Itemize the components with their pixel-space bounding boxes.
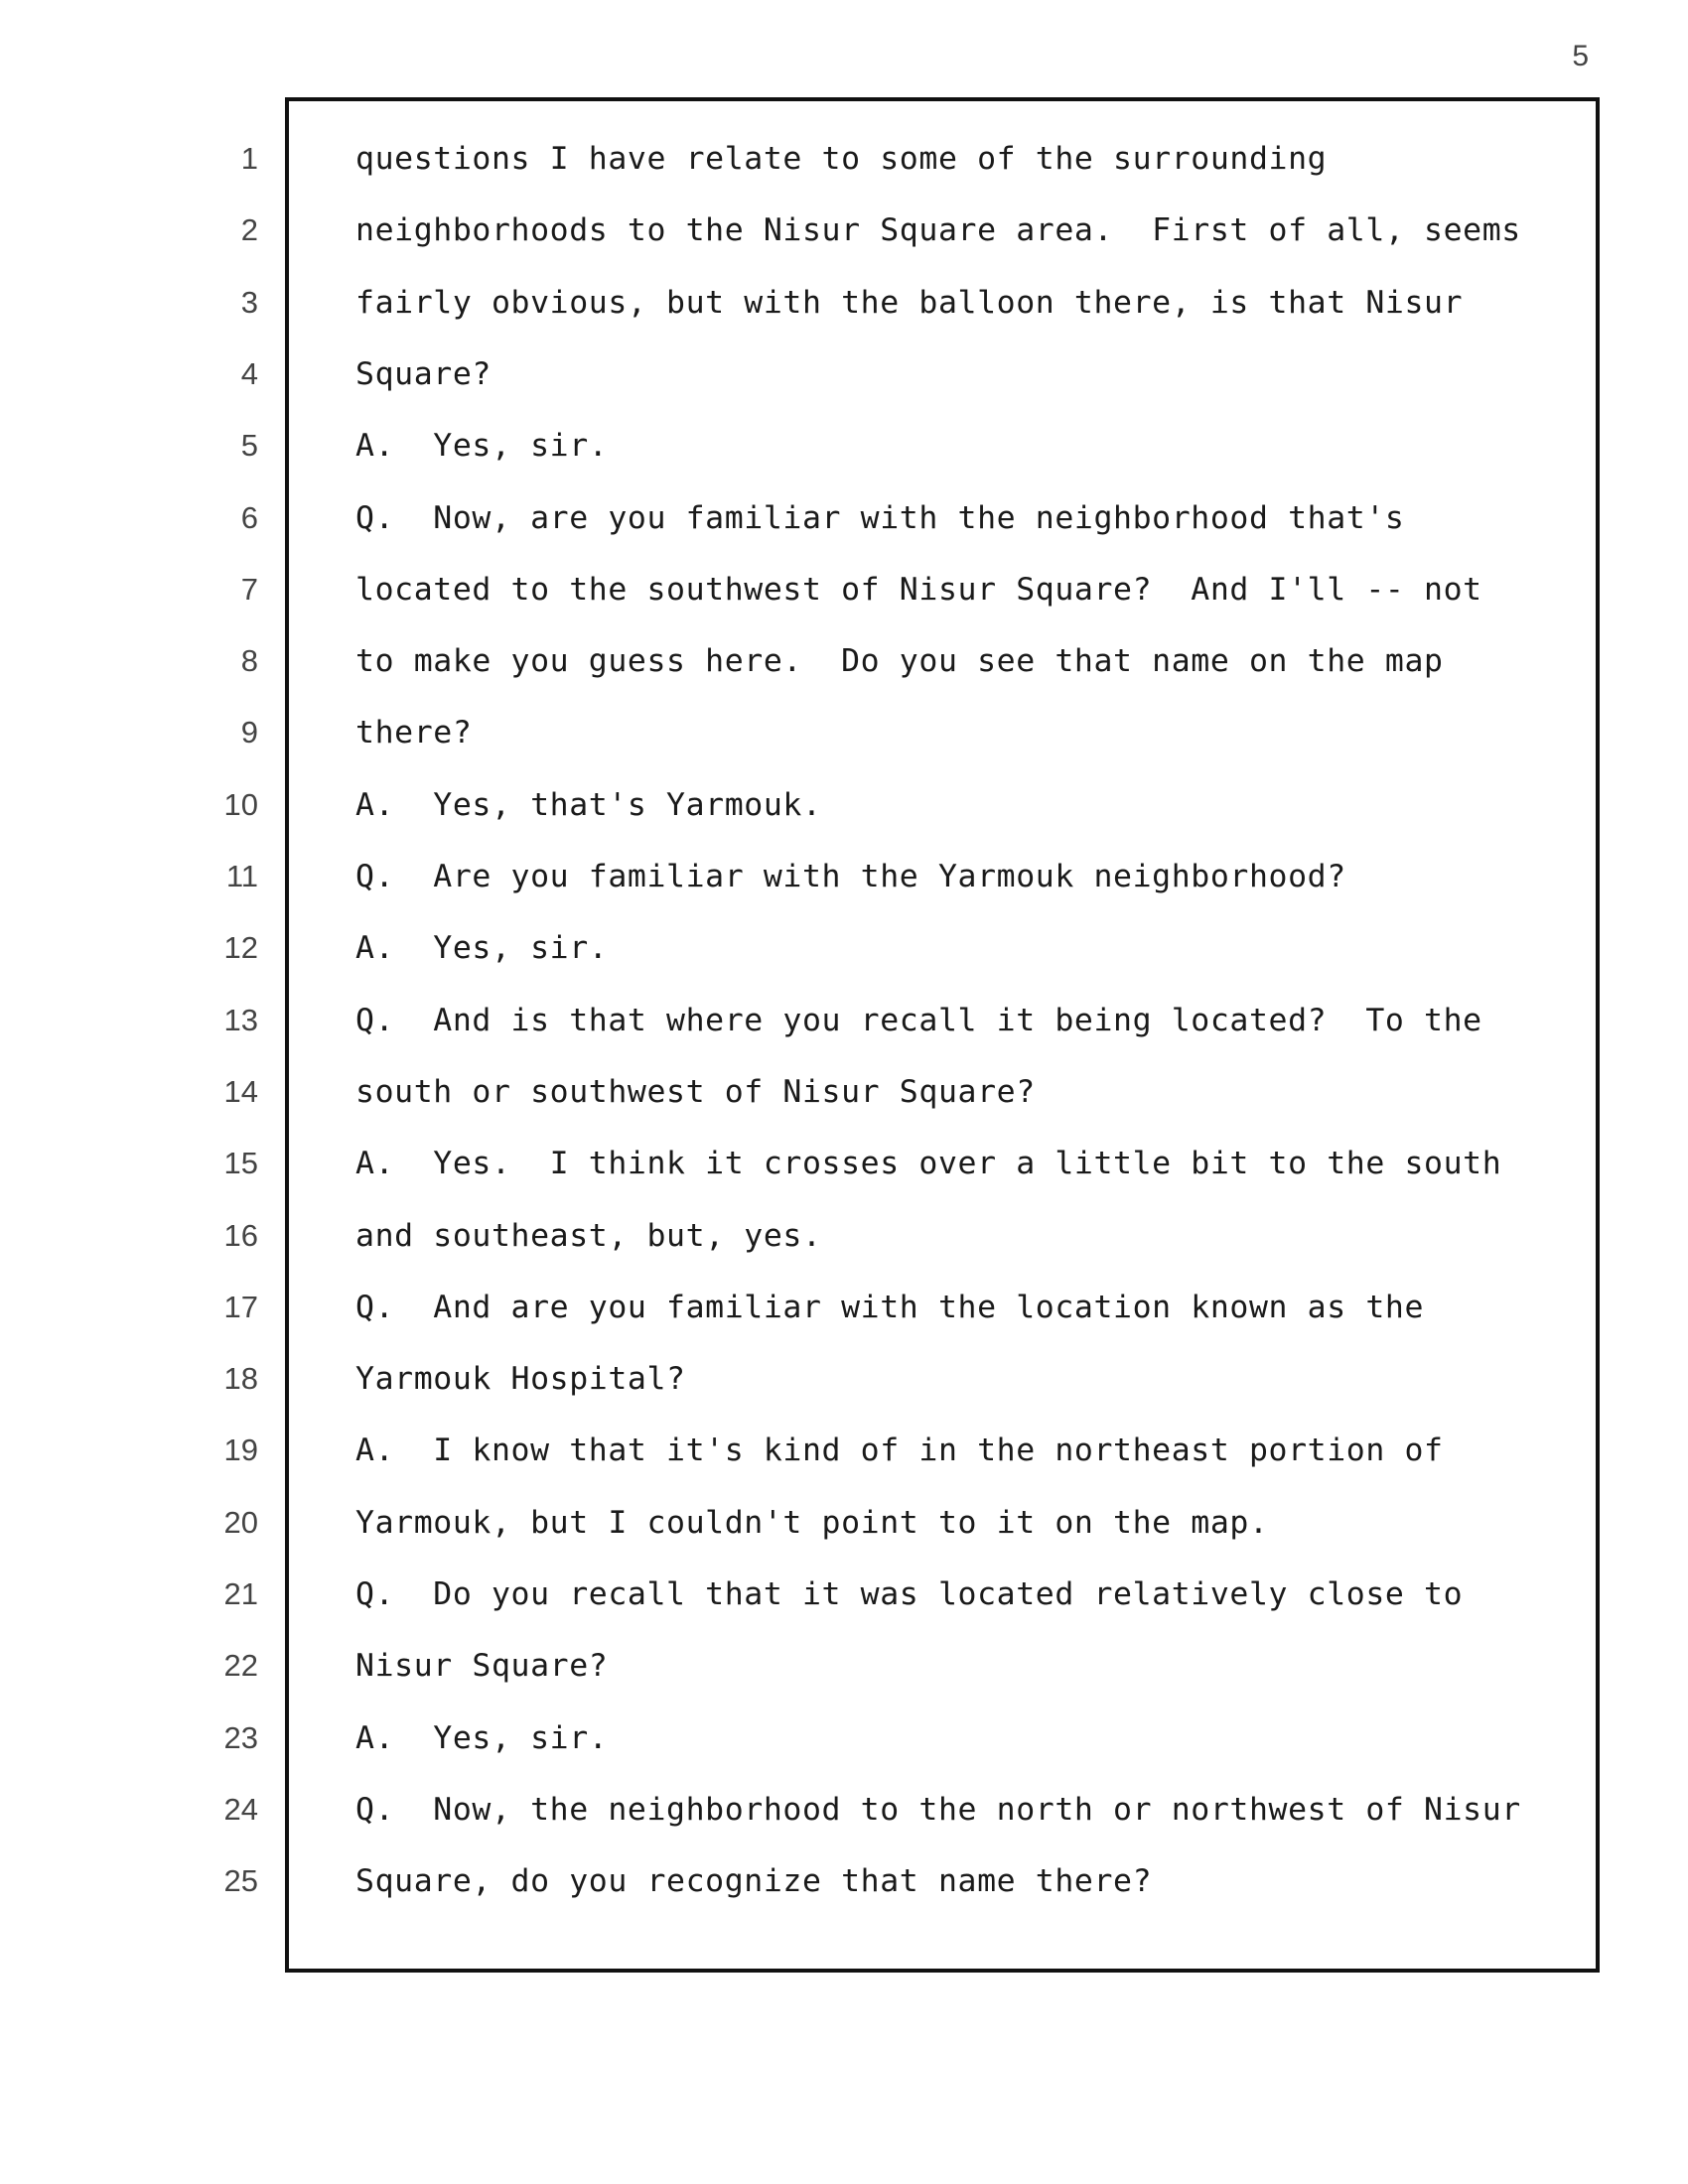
transcript-line: fairly obvious, but with the balloon there, is that Nisur [355, 284, 1464, 321]
line-number: 8 [240, 643, 258, 679]
transcript-line: Nisur Square? [355, 1648, 609, 1685]
line-number: 24 [223, 1791, 258, 1827]
line-number: 7 [240, 571, 258, 607]
page-number: 5 [1572, 40, 1589, 72]
transcript-line: Square? [355, 355, 492, 392]
line-number: 18 [223, 1361, 258, 1397]
transcript-line: Yarmouk, but I couldn't point to it on the map. [355, 1504, 1269, 1541]
line-number: 11 [225, 859, 258, 893]
line-number: 15 [223, 1146, 258, 1181]
line-number: 6 [240, 499, 258, 535]
transcript-line: A. Yes, that's Yarmouk. [355, 786, 822, 823]
line-number: 3 [240, 284, 258, 320]
transcript-line: A. Yes. I think it crosses over a little bit to the south [355, 1146, 1502, 1182]
line-number: 14 [223, 1073, 258, 1109]
transcript-line: Q. Do you recall that it was located relatively close to [355, 1576, 1464, 1612]
transcript-line: A. Yes, sir. [355, 930, 609, 967]
line-number: 9 [240, 715, 258, 751]
transcript-line: Square, do you recognize that name there? [355, 1863, 1153, 1900]
line-number: 22 [223, 1648, 258, 1684]
line-number: 17 [223, 1289, 258, 1324]
transcript-line: to make you guess here. Do you see that name on the map [355, 643, 1444, 680]
transcript-line: A. I know that it's kind of in the northeast portion of [355, 1433, 1444, 1469]
line-number: 19 [223, 1433, 258, 1468]
transcript-line: Q. And are you familiar with the location known as the [355, 1289, 1425, 1325]
line-number: 4 [240, 355, 258, 391]
line-number: 21 [223, 1576, 258, 1611]
transcript-line: Q. Now, are you familiar with the neighborhood that's [355, 499, 1405, 536]
line-number: 10 [223, 786, 258, 822]
transcript-line: questions I have relate to some of the surrounding [355, 141, 1328, 177]
line-number: 25 [223, 1863, 258, 1899]
transcript-line: and southeast, but, yes. [355, 1217, 822, 1254]
line-number: 5 [240, 428, 258, 464]
line-number: 20 [223, 1504, 258, 1540]
transcript-line: located to the southwest of Nisur Square? And I'll -- not [355, 571, 1482, 608]
line-number: 12 [223, 930, 258, 966]
transcript-line: A. Yes, sir. [355, 1719, 609, 1756]
line-number: 16 [223, 1217, 258, 1253]
transcript-line: A. Yes, sir. [355, 428, 609, 465]
transcript-line: Yarmouk Hospital? [355, 1361, 686, 1398]
transcript-line: Q. Are you familiar with the Yarmouk neighborhood? [355, 859, 1346, 894]
line-number: 1 [240, 141, 258, 176]
transcript-line: neighborhoods to the Nisur Square area. First of all, seems [355, 212, 1521, 249]
line-number: 13 [223, 1002, 258, 1037]
transcript-line: Q. And is that where you recall it being located? To the [355, 1002, 1482, 1038]
line-number: 2 [240, 212, 258, 248]
transcript-line: Q. Now, the neighborhood to the north or northwest of Nisur [355, 1791, 1521, 1828]
line-number: 23 [223, 1719, 258, 1755]
transcript-line: south or southwest of Nisur Square? [355, 1073, 1036, 1110]
transcript-line: there? [355, 715, 473, 751]
